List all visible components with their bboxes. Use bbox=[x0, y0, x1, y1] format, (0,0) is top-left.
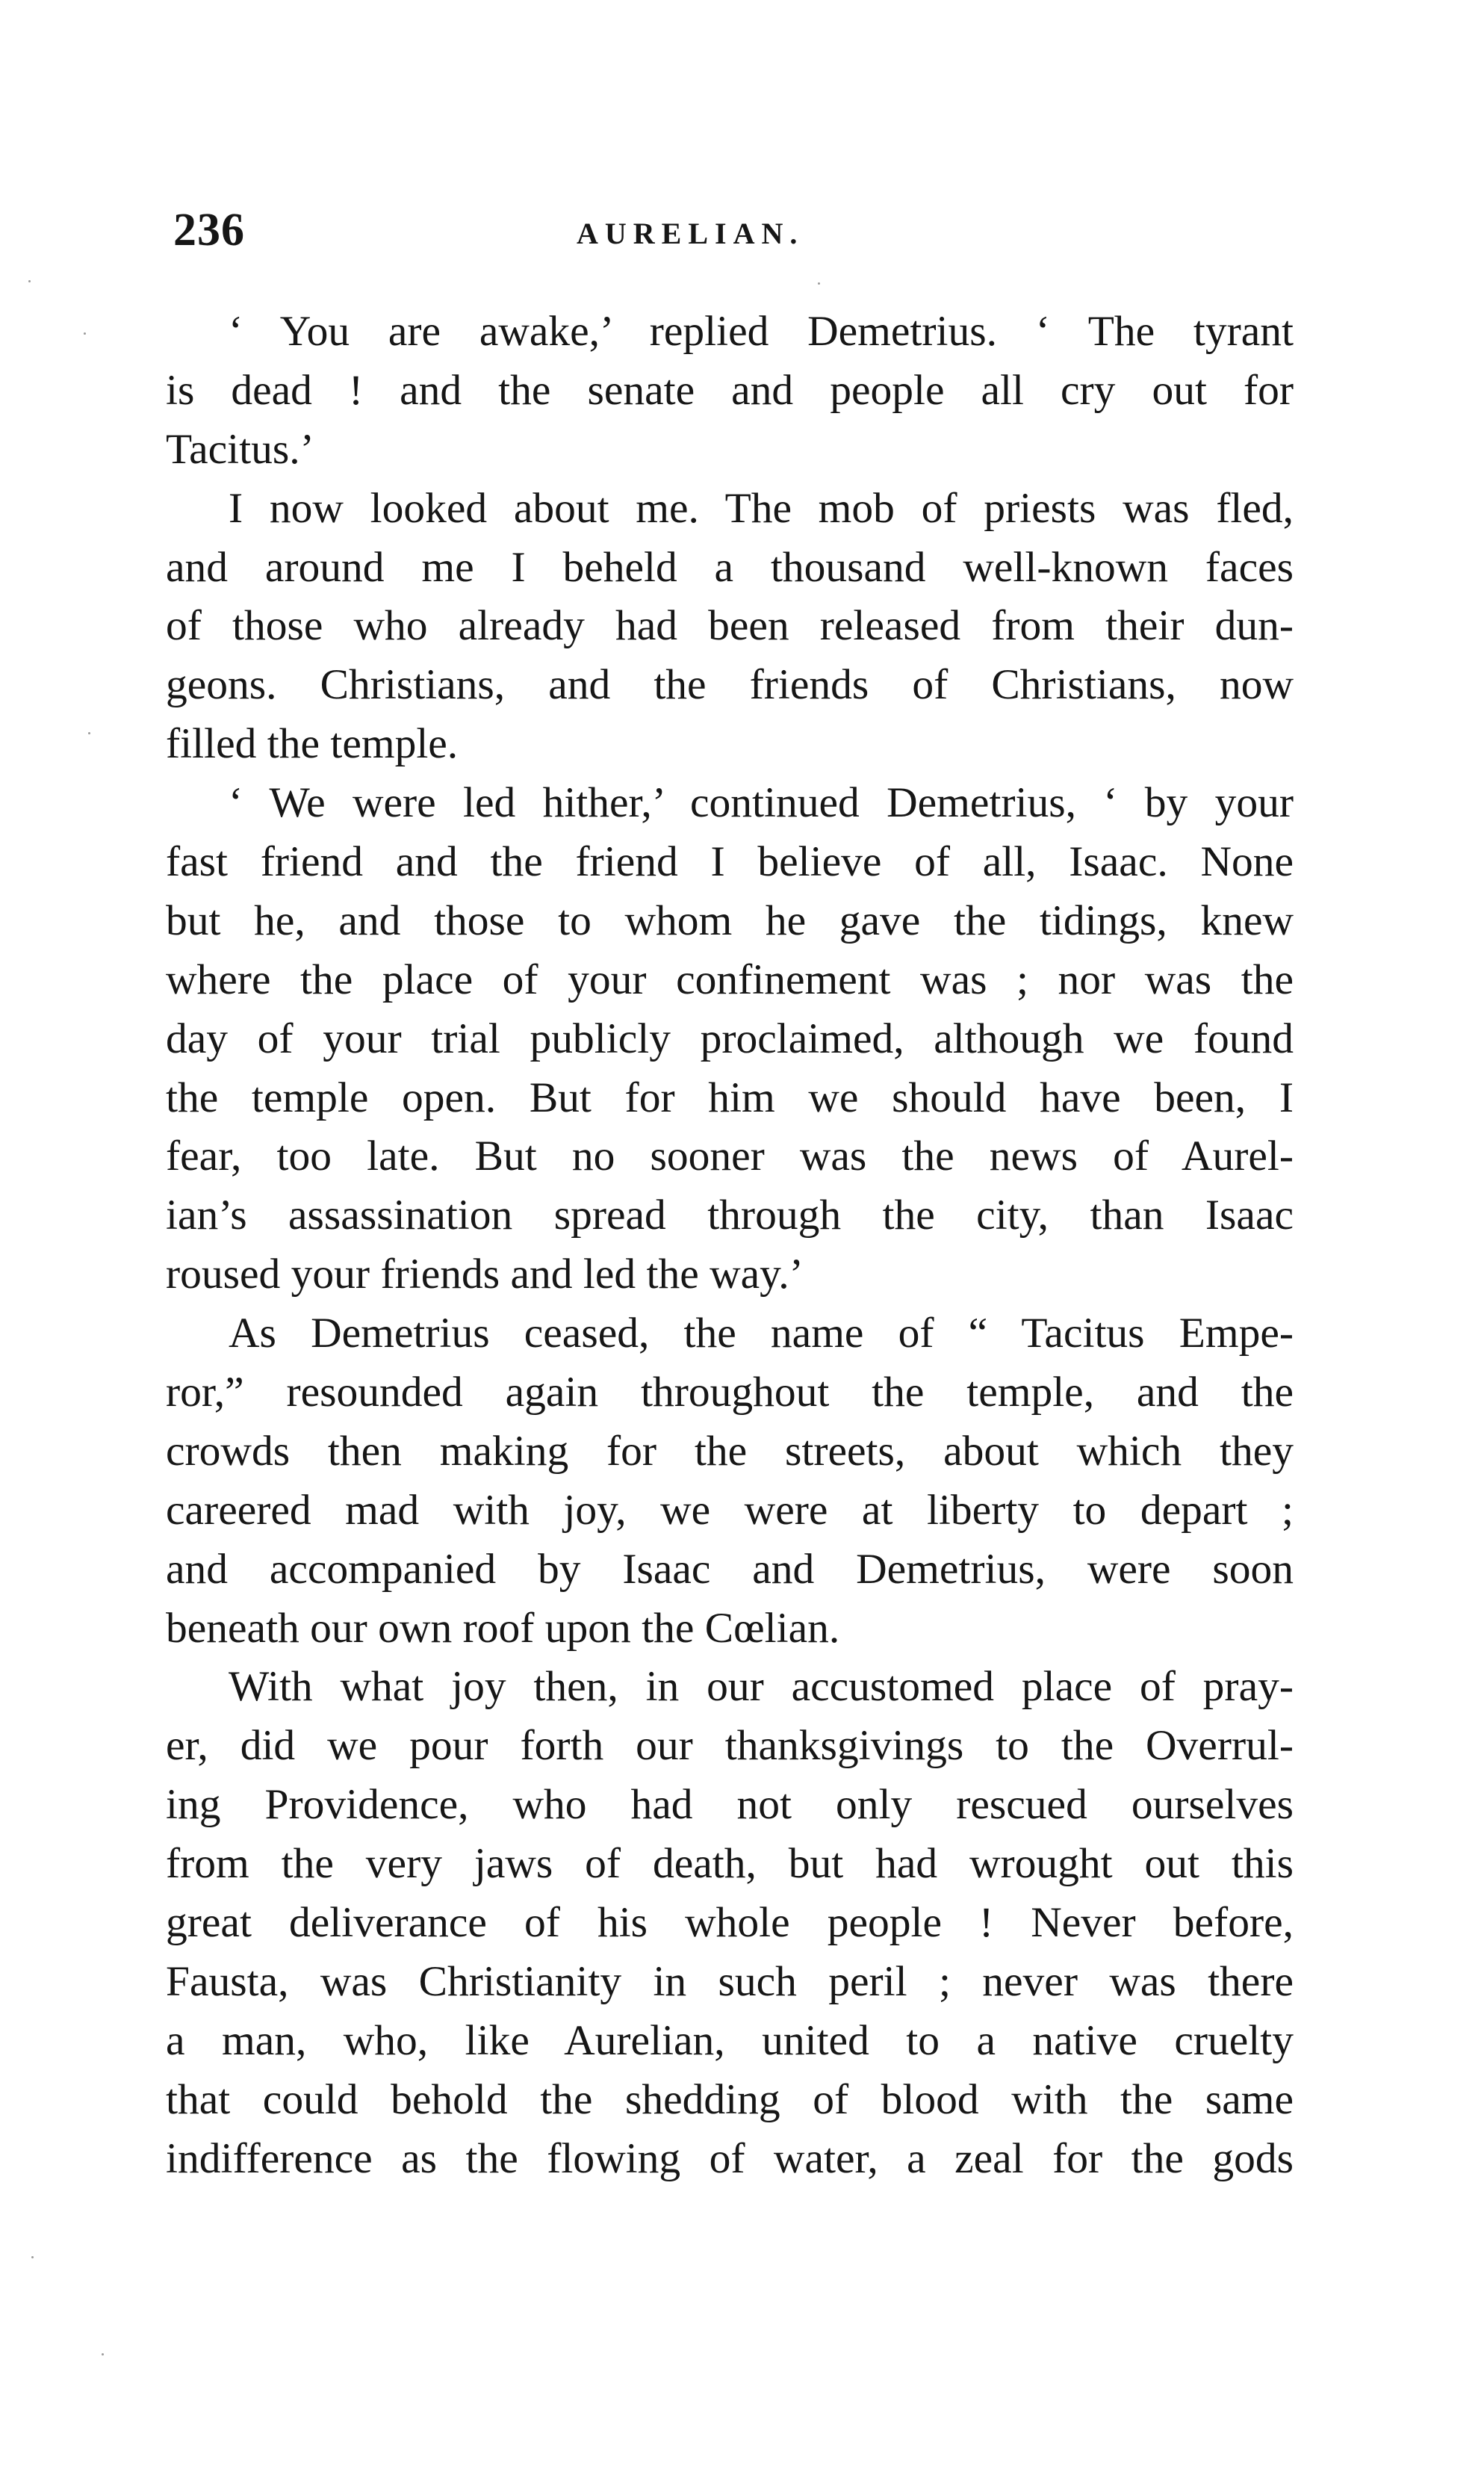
text-line: where the place of your confinement was ; nor was the bbox=[166, 955, 1294, 1003]
page-number: 236 bbox=[173, 205, 245, 255]
body-text bbox=[166, 303, 1294, 2189]
text-line: of those who already had been released from their dun- bbox=[166, 602, 1294, 650]
text-line: ‘ We were led hither,’ continued Demetrius, ‘ by your bbox=[229, 779, 1294, 827]
text-line: ‘ You are awake,’ replied Demetrius. ‘ The tyrant bbox=[229, 308, 1294, 355]
paper-speck bbox=[102, 2353, 104, 2355]
text-line: but he, and those to whom he gave the tidings, knew bbox=[166, 896, 1294, 944]
text-line: and accompanied by Isaac and Demetrius, were soon bbox=[166, 1545, 1294, 1593]
text-line: beneath our own roof upon the Cœlian. bbox=[166, 1604, 840, 1652]
text-line: roused your friends and led the way.’ bbox=[166, 1251, 804, 1298]
text-line: ian’s assassination spread through the city, than Isaac bbox=[166, 1192, 1294, 1239]
text-line: ror,” resounded again throughout the temple, and the bbox=[166, 1369, 1294, 1416]
text-line: careered mad with joy, we were at liberty to depart ; bbox=[166, 1486, 1294, 1534]
paper-speck bbox=[818, 282, 820, 285]
text-line: geons. Christians, and the friends of Christians, now bbox=[166, 661, 1294, 709]
text-line: I now looked about me. The mob of priests was fled, bbox=[229, 484, 1294, 532]
text-line: great deliverance of his whole people ! Never before, bbox=[166, 1899, 1294, 1947]
text-line: er, did we pour forth our thanksgivings to the Overrul- bbox=[166, 1722, 1294, 1770]
text-line: is dead ! and the senate and people all cry out for bbox=[166, 366, 1294, 414]
text-line: the temple open. But for him we should have been, I bbox=[166, 1074, 1294, 1121]
running-title: AURELIAN. bbox=[577, 217, 804, 250]
text-line: fear, too late. But no sooner was the news of Aurel- bbox=[166, 1133, 1294, 1180]
paper-speck bbox=[28, 280, 31, 282]
text-line: from the very jaws of death, but had wrought out this bbox=[166, 1840, 1294, 1888]
text-line: and around me I beheld a thousand well-known faces bbox=[166, 543, 1294, 591]
paper-speck bbox=[31, 2256, 34, 2258]
text-line: filled the temple. bbox=[166, 720, 459, 768]
text-line: With what joy then, in our accustomed place of pray- bbox=[229, 1663, 1294, 1711]
running-head bbox=[173, 200, 1294, 267]
text-line: Tacitus.’ bbox=[166, 425, 314, 473]
paper-speck bbox=[84, 332, 86, 335]
text-line: crowds then making for the streets, about which they bbox=[166, 1427, 1294, 1475]
text-line: fast friend and the friend I believe of all, Isaac. None bbox=[166, 838, 1294, 886]
text-line: ing Providence, who had not only rescued ourselves bbox=[166, 1781, 1294, 1829]
text-line: Fausta, was Christianity in such peril ; never was there bbox=[166, 1957, 1294, 2005]
text-line: a man, who, like Aurelian, united to a native cruelty bbox=[166, 2016, 1294, 2064]
text-line: that could behold the shedding of blood with the same bbox=[166, 2075, 1294, 2123]
text-line: day of your trial publicly proclaimed, although we found bbox=[166, 1015, 1294, 1062]
text-line: As Demetrius ceased, the name of “ Tacitus Empe- bbox=[229, 1310, 1294, 1357]
text-line: indifference as the flowing of water, a zeal for the gods bbox=[166, 2134, 1294, 2182]
paper-speck bbox=[88, 732, 90, 734]
